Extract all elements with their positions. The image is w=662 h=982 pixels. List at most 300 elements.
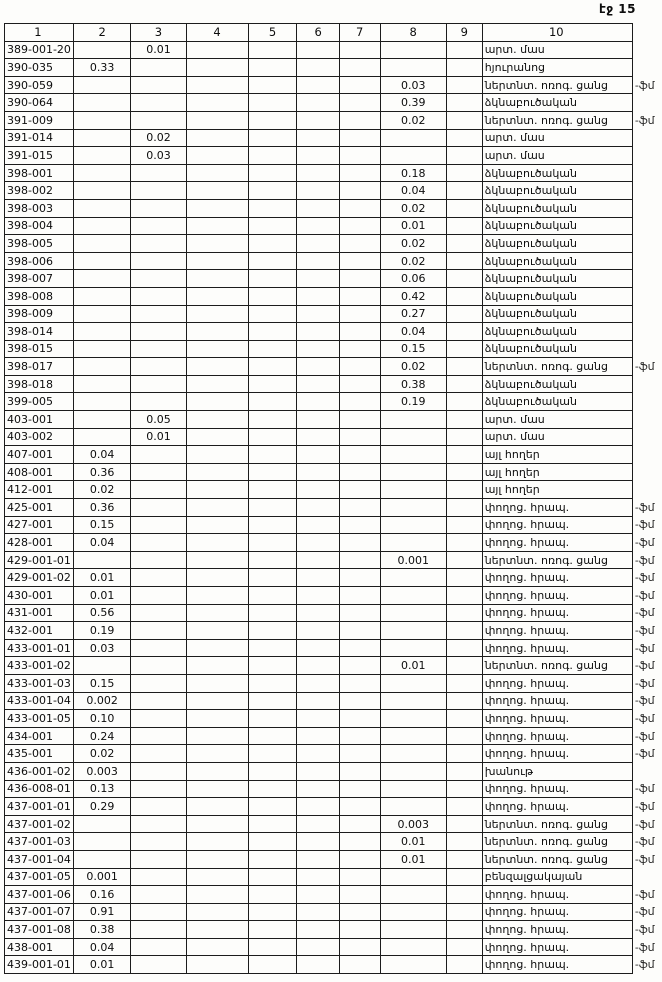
column-header-8: 8 bbox=[380, 24, 446, 42]
margin-note: -ֆմ bbox=[634, 958, 655, 972]
designation-cell: փողոց. հրապ. bbox=[482, 780, 632, 798]
value-cell bbox=[186, 710, 248, 728]
value-cell bbox=[297, 639, 339, 657]
value-cell bbox=[186, 587, 248, 605]
designation-cell: փողոց. հրապ. bbox=[482, 692, 632, 710]
margin-note bbox=[632, 375, 661, 393]
table-row bbox=[5, 604, 662, 622]
designation-cell: ներտնտ. ոռոգ. ցանց bbox=[482, 358, 632, 376]
value-cell bbox=[186, 833, 248, 851]
table-row bbox=[5, 674, 662, 692]
value-cell: 0.01 bbox=[380, 657, 446, 675]
value-cell bbox=[380, 710, 446, 728]
value-cell bbox=[248, 587, 297, 605]
value-cell bbox=[380, 622, 446, 640]
code-cell: 398-006 bbox=[5, 252, 74, 270]
table-row bbox=[5, 499, 662, 517]
value-cell bbox=[297, 780, 339, 798]
value-cell bbox=[446, 94, 482, 112]
value-cell bbox=[186, 463, 248, 481]
value-cell: 0.01 bbox=[380, 850, 446, 868]
value-cell bbox=[380, 569, 446, 587]
column-header-5: 5 bbox=[248, 24, 297, 42]
table-row bbox=[5, 587, 662, 605]
table-row bbox=[5, 164, 662, 182]
table-row bbox=[5, 868, 662, 886]
code-cell: 438-001 bbox=[5, 938, 74, 956]
designation-cell: փողոց. հրապ. bbox=[482, 938, 632, 956]
value-cell bbox=[186, 111, 248, 129]
value-cell bbox=[248, 340, 297, 358]
value-cell bbox=[248, 657, 297, 675]
value-cell bbox=[339, 41, 380, 59]
designation-cell: ձկնաբուծական bbox=[482, 340, 632, 358]
value-cell bbox=[73, 129, 130, 147]
margin-note: -ֆմ bbox=[634, 606, 655, 620]
value-cell bbox=[186, 411, 248, 429]
value-cell bbox=[186, 147, 248, 165]
value-cell: 0.002 bbox=[73, 692, 130, 710]
value-cell: 0.19 bbox=[73, 622, 130, 640]
code-cell: 398-008 bbox=[5, 287, 74, 305]
value-cell bbox=[248, 129, 297, 147]
value-cell bbox=[248, 815, 297, 833]
code-cell: 429-001-01 bbox=[5, 551, 74, 569]
value-cell: 0.001 bbox=[73, 868, 130, 886]
value-cell bbox=[131, 938, 186, 956]
value-cell: 0.01 bbox=[73, 956, 130, 974]
value-cell bbox=[186, 674, 248, 692]
value-cell bbox=[446, 921, 482, 939]
value-cell bbox=[297, 710, 339, 728]
value-cell bbox=[73, 147, 130, 165]
value-cell bbox=[186, 323, 248, 341]
table-row bbox=[5, 129, 662, 147]
margin-note bbox=[632, 393, 661, 411]
margin-note bbox=[632, 270, 661, 288]
value-cell bbox=[446, 569, 482, 587]
value-cell bbox=[131, 516, 186, 534]
value-cell bbox=[131, 674, 186, 692]
value-cell bbox=[339, 938, 380, 956]
value-cell bbox=[446, 41, 482, 59]
value-cell bbox=[248, 411, 297, 429]
value-cell: 0.01 bbox=[131, 428, 186, 446]
value-cell bbox=[380, 692, 446, 710]
margin-note: -ֆմ bbox=[634, 588, 655, 602]
value-cell bbox=[446, 657, 482, 675]
value-cell bbox=[339, 639, 380, 657]
value-cell bbox=[297, 956, 339, 974]
value-cell: 0.36 bbox=[73, 463, 130, 481]
value-cell bbox=[446, 674, 482, 692]
table-row bbox=[5, 305, 662, 323]
designation-cell: արտ. մաս bbox=[482, 147, 632, 165]
value-cell bbox=[248, 323, 297, 341]
value-cell bbox=[446, 111, 482, 129]
value-cell bbox=[186, 270, 248, 288]
value-cell bbox=[131, 903, 186, 921]
value-cell bbox=[73, 340, 130, 358]
value-cell bbox=[380, 938, 446, 956]
margin-note: -ֆմ bbox=[634, 518, 655, 532]
margin-note: -ֆմ bbox=[634, 747, 655, 761]
value-cell bbox=[446, 393, 482, 411]
value-cell bbox=[339, 710, 380, 728]
value-cell bbox=[131, 199, 186, 217]
value-cell bbox=[339, 411, 380, 429]
value-cell: 0.13 bbox=[73, 780, 130, 798]
code-cell: 433-001-03 bbox=[5, 674, 74, 692]
value-cell bbox=[186, 780, 248, 798]
value-cell: 0.38 bbox=[380, 375, 446, 393]
value-cell bbox=[339, 903, 380, 921]
value-cell bbox=[186, 199, 248, 217]
value-cell bbox=[73, 287, 130, 305]
value-cell: 0.01 bbox=[380, 217, 446, 235]
value-cell bbox=[446, 182, 482, 200]
designation-cell: ներտնտ. ոռոգ. ցանց bbox=[482, 850, 632, 868]
value-cell bbox=[297, 850, 339, 868]
value-cell bbox=[297, 762, 339, 780]
column-header-2: 2 bbox=[73, 24, 130, 42]
value-cell bbox=[446, 59, 482, 77]
value-cell bbox=[186, 762, 248, 780]
value-cell: 0.03 bbox=[73, 639, 130, 657]
value-cell bbox=[446, 164, 482, 182]
value-cell bbox=[446, 639, 482, 657]
margin-note: -ֆմ bbox=[634, 571, 655, 585]
designation-cell: արտ. մաս bbox=[482, 41, 632, 59]
value-cell bbox=[446, 481, 482, 499]
value-cell bbox=[297, 94, 339, 112]
value-cell bbox=[339, 129, 380, 147]
code-cell: 433-001-04 bbox=[5, 692, 74, 710]
value-cell bbox=[131, 639, 186, 657]
designation-cell: փողոց. հրապ. bbox=[482, 569, 632, 587]
value-cell bbox=[248, 147, 297, 165]
table-row bbox=[5, 481, 662, 499]
value-cell bbox=[380, 446, 446, 464]
code-cell: 398-009 bbox=[5, 305, 74, 323]
value-cell bbox=[73, 182, 130, 200]
value-cell bbox=[339, 94, 380, 112]
value-cell bbox=[73, 76, 130, 94]
value-cell bbox=[186, 358, 248, 376]
value-cell bbox=[297, 287, 339, 305]
code-cell: 408-001 bbox=[5, 463, 74, 481]
value-cell bbox=[248, 727, 297, 745]
value-cell: 0.15 bbox=[73, 674, 130, 692]
designation-cell: փողոց. հրապ. bbox=[482, 674, 632, 692]
value-cell: 0.02 bbox=[380, 358, 446, 376]
margin-note: -ֆմ bbox=[634, 835, 655, 849]
value-cell bbox=[73, 815, 130, 833]
value-cell bbox=[73, 411, 130, 429]
designation-cell: ձկնաբուծական bbox=[482, 217, 632, 235]
table-row bbox=[5, 639, 662, 657]
value-cell bbox=[380, 499, 446, 517]
value-cell: 0.29 bbox=[73, 798, 130, 816]
value-cell bbox=[297, 938, 339, 956]
value-cell bbox=[131, 358, 186, 376]
value-cell bbox=[248, 305, 297, 323]
value-cell bbox=[446, 323, 482, 341]
page-number-label: էջ 15 bbox=[598, 2, 636, 16]
value-cell bbox=[297, 305, 339, 323]
table-row bbox=[5, 41, 662, 59]
designation-cell: փողոց. հրապ. bbox=[482, 727, 632, 745]
value-cell: 0.15 bbox=[380, 340, 446, 358]
value-cell bbox=[339, 921, 380, 939]
code-cell: 437-001-08 bbox=[5, 921, 74, 939]
value-cell bbox=[297, 727, 339, 745]
value-cell: 0.04 bbox=[73, 938, 130, 956]
margin-note bbox=[632, 868, 661, 886]
table-row bbox=[5, 657, 662, 675]
designation-cell: փողոց. հրապ. bbox=[482, 587, 632, 605]
designation-cell: բենզալցակայան bbox=[482, 868, 632, 886]
value-cell bbox=[248, 287, 297, 305]
table-row bbox=[5, 270, 662, 288]
value-cell bbox=[380, 428, 446, 446]
value-cell bbox=[446, 499, 482, 517]
value-cell bbox=[248, 551, 297, 569]
value-cell bbox=[297, 622, 339, 640]
value-cell bbox=[248, 604, 297, 622]
value-cell bbox=[339, 164, 380, 182]
table-row bbox=[5, 710, 662, 728]
value-cell bbox=[339, 657, 380, 675]
value-cell bbox=[131, 182, 186, 200]
designation-cell: ձկնաբուծական bbox=[482, 270, 632, 288]
margin-note: -ֆմ bbox=[634, 887, 655, 901]
table-row bbox=[5, 463, 662, 481]
value-cell bbox=[380, 463, 446, 481]
margin-note bbox=[632, 217, 661, 235]
value-cell bbox=[380, 921, 446, 939]
value-cell bbox=[380, 868, 446, 886]
value-cell bbox=[339, 235, 380, 253]
value-cell bbox=[248, 569, 297, 587]
designation-cell: փողոց. հրապ. bbox=[482, 604, 632, 622]
value-cell bbox=[380, 903, 446, 921]
value-cell bbox=[446, 833, 482, 851]
value-cell bbox=[339, 111, 380, 129]
value-cell bbox=[446, 692, 482, 710]
table-row bbox=[5, 217, 662, 235]
value-cell: 0.02 bbox=[73, 481, 130, 499]
code-cell: 403-001 bbox=[5, 411, 74, 429]
code-cell: 431-001 bbox=[5, 604, 74, 622]
value-cell bbox=[186, 287, 248, 305]
value-cell bbox=[339, 199, 380, 217]
value-cell bbox=[380, 639, 446, 657]
value-cell bbox=[131, 921, 186, 939]
value-cell bbox=[297, 886, 339, 904]
value-cell bbox=[186, 569, 248, 587]
value-cell bbox=[131, 375, 186, 393]
value-cell bbox=[248, 956, 297, 974]
value-cell: 0.39 bbox=[380, 94, 446, 112]
value-cell bbox=[248, 59, 297, 77]
value-cell bbox=[339, 305, 380, 323]
value-cell bbox=[297, 358, 339, 376]
value-cell bbox=[186, 921, 248, 939]
value-cell bbox=[297, 674, 339, 692]
value-cell bbox=[186, 428, 248, 446]
table-row bbox=[5, 815, 662, 833]
value-cell bbox=[73, 833, 130, 851]
designation-cell: ներտնտ. ոռոգ. ցանց bbox=[482, 111, 632, 129]
value-cell bbox=[186, 481, 248, 499]
code-cell: 427-001 bbox=[5, 516, 74, 534]
value-cell bbox=[446, 76, 482, 94]
value-cell bbox=[131, 270, 186, 288]
value-cell bbox=[131, 692, 186, 710]
designation-cell: խանութ bbox=[482, 762, 632, 780]
table-row bbox=[5, 938, 662, 956]
value-cell bbox=[186, 305, 248, 323]
value-cell: 0.16 bbox=[73, 886, 130, 904]
value-cell bbox=[297, 147, 339, 165]
table-row bbox=[5, 287, 662, 305]
designation-cell: ձկնաբուծական bbox=[482, 375, 632, 393]
table-row bbox=[5, 59, 662, 77]
value-cell bbox=[297, 604, 339, 622]
value-cell bbox=[186, 534, 248, 552]
margin-note bbox=[632, 94, 661, 112]
table-row bbox=[5, 393, 662, 411]
value-cell bbox=[339, 428, 380, 446]
value-cell bbox=[186, 129, 248, 147]
value-cell bbox=[297, 499, 339, 517]
value-cell bbox=[297, 182, 339, 200]
table-row bbox=[5, 428, 662, 446]
value-cell bbox=[446, 534, 482, 552]
table-row bbox=[5, 516, 662, 534]
margin-note: -ֆմ bbox=[634, 799, 655, 813]
table-row bbox=[5, 534, 662, 552]
margin-note: -ֆմ bbox=[634, 711, 655, 725]
value-cell bbox=[446, 903, 482, 921]
value-cell bbox=[380, 41, 446, 59]
value-cell bbox=[248, 850, 297, 868]
value-cell: 0.02 bbox=[380, 252, 446, 270]
column-header-10: 10 bbox=[482, 24, 632, 42]
value-cell bbox=[248, 358, 297, 376]
value-cell bbox=[131, 622, 186, 640]
value-cell bbox=[297, 587, 339, 605]
value-cell bbox=[380, 956, 446, 974]
value-cell bbox=[339, 76, 380, 94]
value-cell bbox=[380, 481, 446, 499]
value-cell bbox=[73, 375, 130, 393]
value-cell bbox=[339, 182, 380, 200]
value-cell bbox=[297, 798, 339, 816]
designation-cell: հյուրանոց bbox=[482, 59, 632, 77]
value-cell bbox=[248, 674, 297, 692]
value-cell bbox=[131, 850, 186, 868]
value-cell bbox=[446, 235, 482, 253]
designation-cell: ներտնտ. ոռոգ. ցանց bbox=[482, 76, 632, 94]
value-cell bbox=[248, 428, 297, 446]
value-cell bbox=[339, 270, 380, 288]
value-cell bbox=[131, 164, 186, 182]
value-cell: 0.03 bbox=[131, 147, 186, 165]
value-cell bbox=[248, 446, 297, 464]
code-cell: 430-001 bbox=[5, 587, 74, 605]
column-header-4: 4 bbox=[186, 24, 248, 42]
value-cell bbox=[446, 956, 482, 974]
value-cell bbox=[446, 727, 482, 745]
value-cell: 0.36 bbox=[73, 499, 130, 517]
table-container bbox=[4, 23, 662, 974]
code-cell: 439-001-01 bbox=[5, 956, 74, 974]
margin-note bbox=[632, 129, 661, 147]
table-row bbox=[5, 569, 662, 587]
value-cell bbox=[297, 217, 339, 235]
table-row bbox=[5, 199, 662, 217]
code-cell: 398-015 bbox=[5, 340, 74, 358]
value-cell bbox=[297, 903, 339, 921]
margin-note bbox=[632, 323, 661, 341]
table-row bbox=[5, 411, 662, 429]
value-cell bbox=[446, 252, 482, 270]
value-cell bbox=[446, 411, 482, 429]
table-row bbox=[5, 76, 662, 94]
margin-note bbox=[632, 182, 661, 200]
value-cell: 0.01 bbox=[131, 41, 186, 59]
value-cell bbox=[248, 710, 297, 728]
value-cell bbox=[446, 516, 482, 534]
value-cell bbox=[446, 798, 482, 816]
value-cell bbox=[73, 551, 130, 569]
table-row bbox=[5, 833, 662, 851]
table-row bbox=[5, 551, 662, 569]
code-cell: 437-001-07 bbox=[5, 903, 74, 921]
code-cell: 398-001 bbox=[5, 164, 74, 182]
value-cell bbox=[186, 340, 248, 358]
margin-note bbox=[632, 287, 661, 305]
value-cell bbox=[73, 217, 130, 235]
value-cell bbox=[186, 868, 248, 886]
designation-cell: այլ հողեր bbox=[482, 446, 632, 464]
value-cell: 0.91 bbox=[73, 903, 130, 921]
value-cell bbox=[339, 481, 380, 499]
value-cell bbox=[131, 762, 186, 780]
value-cell bbox=[446, 199, 482, 217]
value-cell: 0.04 bbox=[73, 534, 130, 552]
value-cell bbox=[186, 235, 248, 253]
value-cell bbox=[248, 217, 297, 235]
value-cell bbox=[186, 393, 248, 411]
value-cell bbox=[380, 147, 446, 165]
value-cell bbox=[248, 833, 297, 851]
value-cell bbox=[248, 481, 297, 499]
designation-cell: փողոց. հրապ. bbox=[482, 499, 632, 517]
table-row bbox=[5, 111, 662, 129]
margin-note: -ֆմ bbox=[634, 694, 655, 708]
value-cell: 0.01 bbox=[73, 569, 130, 587]
table-row bbox=[5, 903, 662, 921]
code-cell: 434-001 bbox=[5, 727, 74, 745]
value-cell bbox=[186, 745, 248, 763]
value-cell bbox=[297, 815, 339, 833]
value-cell bbox=[380, 411, 446, 429]
value-cell bbox=[339, 358, 380, 376]
value-cell bbox=[297, 411, 339, 429]
